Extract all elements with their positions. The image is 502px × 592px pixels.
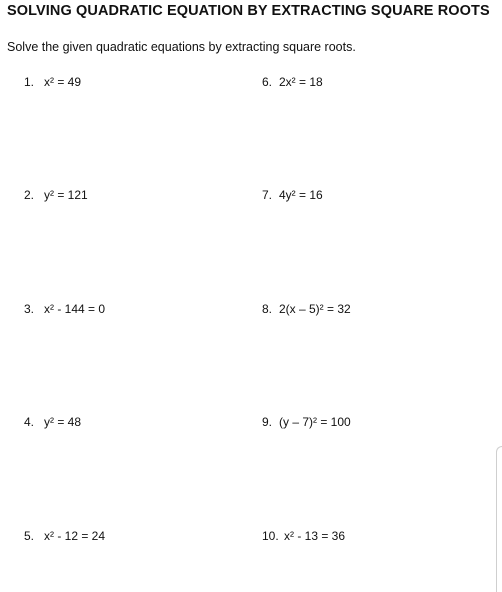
problem-equation: x² - 12 = 24 bbox=[44, 529, 106, 543]
problem-9 bbox=[262, 415, 351, 429]
problem-4 bbox=[24, 415, 81, 429]
problem-8 bbox=[262, 302, 351, 316]
problem-1 bbox=[24, 75, 81, 89]
problem-7 bbox=[262, 188, 323, 202]
problem-equation: 2(x – 5)² = 32 bbox=[279, 302, 351, 316]
problem-number: 10. bbox=[262, 529, 279, 543]
problem-6 bbox=[262, 75, 323, 89]
problem-number: 6. bbox=[262, 75, 273, 89]
problem-equation: y² = 48 bbox=[44, 415, 82, 429]
problem-equation: (y – 7)² = 100 bbox=[279, 415, 351, 429]
problem-number: 1. bbox=[24, 75, 35, 89]
worksheet-title: SOLVING QUADRATIC EQUATION BY EXTRACTING SQUARE ROOTS bbox=[7, 3, 490, 19]
page-edge-divider bbox=[496, 446, 502, 592]
problem-number: 7. bbox=[262, 188, 273, 202]
problem-equation: y² = 121 bbox=[44, 188, 88, 202]
problem-5 bbox=[24, 529, 105, 543]
problem-number: 3. bbox=[24, 302, 35, 316]
problem-equation: x² - 144 = 0 bbox=[44, 302, 106, 316]
problem-10 bbox=[262, 529, 345, 543]
problem-number: 5. bbox=[24, 529, 35, 543]
problem-2 bbox=[24, 188, 88, 202]
problem-number: 8. bbox=[262, 302, 273, 316]
problem-equation: 4y² = 16 bbox=[279, 188, 323, 202]
problem-number: 2. bbox=[24, 188, 35, 202]
problem-number: 9. bbox=[262, 415, 273, 429]
problem-equation: x² - 13 = 36 bbox=[284, 529, 346, 543]
problem-equation: x² = 49 bbox=[44, 75, 82, 89]
instructions-text: Solve the given quadratic equations by extracting square roots. bbox=[7, 40, 356, 54]
problem-equation: 2x² = 18 bbox=[279, 75, 323, 89]
problem-3 bbox=[24, 302, 105, 316]
problem-number: 4. bbox=[24, 415, 35, 429]
